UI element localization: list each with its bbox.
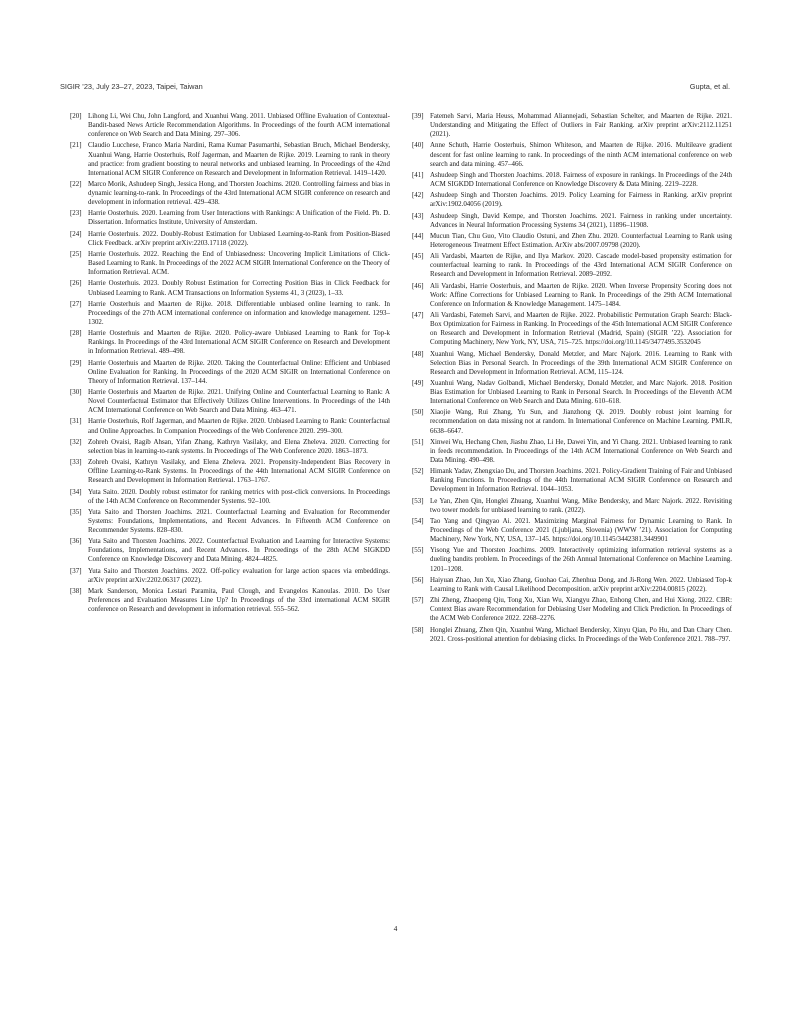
reference-number: [53] bbox=[412, 496, 424, 505]
reference-text: Yuta Saito and Thorsten Joachims. 2022. Off-policy evaluation for large action spaces via embeddings. arXiv preprint arXiv:2202.06317 (2022). bbox=[88, 566, 390, 584]
reference-text: Zhi Zheng, Zhaopeng Qiu, Tong Xu, Xian Wu, Xiangyu Zhao, Enhong Chen, and Hui Xiong. 2022. CBR: Context Bias aware Recommendation for Debiasing User Modeling and Click Prediction. In Proceedings of the ACM Web Conference 2022. 2268–2276. bbox=[430, 596, 732, 623]
reference-text: Fatemeh Sarvi, Maria Heuss, Mohammad Aliannejadi, Sebastian Schelter, and Maarten de Rijke. 2021. Understanding and Mitigating the Effect of Outliers in Fair Ranking. arXiv preprint arXiv:2112.11251 (2021). bbox=[430, 112, 732, 139]
reference-number: [50] bbox=[412, 408, 424, 417]
reference-text: Zohreh Ovaisi, Ragib Ahsan, Yifan Zhang, Kathryn Vasilaky, and Elena Zheleva. 2020. Correcting for selection bias in learning-to-rank systems. In Proceedings of The Web Conference 2020. 1863–1873. bbox=[88, 437, 390, 455]
reference-text: Harrie Oosterhuis and Maarten de Rijke. 2021. Unifying Online and Counterfactual Learning to Rank: A Novel Counterfactual Estimator that Effectively Utilizes Online Interventions. In Proceedings of the 14th ACM International Conference on Web Search and Data Mining. 463–471. bbox=[88, 388, 390, 415]
reference-text: Tao Yang and Qingyao Ai. 2021. Maximizing Marginal Fairness for Dynamic Learning to Rank. In Proceedings of the Web Conference 2021 (Ljubljana, Slovenia) (WWW ’21). Association for Computing Machinery, New York, NY, USA, 137–145. https://doi.org/10.1145/3442381.3449901 bbox=[430, 516, 732, 544]
reference-text: Ashudeep Singh and Thorsten Joachims. 2018. Fairness of exposure in rankings. In Proceedings of the 24th ACM SIGKDD International Conference on Knowledge Discovery & Data Mining. 2219–2228. bbox=[430, 170, 732, 188]
reference-number: [34] bbox=[70, 487, 82, 496]
reference-text: Himank Yadav, Zhengxiao Du, and Thorsten Joachims. 2021. Policy-Gradient Training of Fair and Unbiased Ranking Functions. In Proceedings of the 44th International ACM SIGIR Conference on Research and Development in Information Retrieval. 1044–1053. bbox=[430, 467, 732, 494]
reference-entry bbox=[70, 329, 390, 356]
reference-number: [56] bbox=[412, 575, 424, 584]
reference-number: [47] bbox=[412, 311, 424, 319]
reference-entry bbox=[70, 279, 390, 297]
reference-entry bbox=[412, 408, 732, 435]
reference-entry bbox=[412, 497, 732, 515]
reference-number: [45] bbox=[412, 252, 424, 261]
reference-text: Harrie Oosterhuis and Maarten de Rijke. 2018. Differentiable unbiased online learning to rank. In Proceedings of the 27th ACM international conference on information and knowledge management. 1293–1302. bbox=[88, 299, 390, 326]
reference-entry bbox=[70, 359, 390, 386]
reference-number: [39] bbox=[412, 112, 424, 120]
reference-text: Honglei Zhuang, Zhen Qin, Xuanhui Wang, Michael Bendersky, Xinyu Qian, Po Hu, and Dan Chary Chen. 2021. Cross-positional attention for debiasing clicks. In Proceedings of the Web Conference 2021. 788–797. bbox=[430, 625, 732, 643]
reference-text: Harrie Oosterhuis and Maarten de Rijke. 2020. Taking the Counterfactual Online: Efficient and Unbiased Online Evaluation for Ranking. In Proceedings of the 2020 ACM SIGIR on International Conference on Theory of Information Retrieval. 137–144. bbox=[88, 358, 390, 385]
reference-number: [32] bbox=[70, 437, 82, 446]
reference-number: [43] bbox=[412, 211, 424, 220]
reference-entry bbox=[70, 537, 390, 564]
reference-text: Xiaojie Wang, Rui Zhang, Yu Sun, and Jianzhong Qi. 2019. Doubly robust joint learning for recommendation on data missing not at random. In International Conference on Machine Learning. PMLR, 6638–6647. bbox=[430, 408, 732, 435]
reference-text: Harrie Oosterhuis. 2022. Doubly-Robust Estimation for Unbiased Learning-to-Rank from Position-Biased Click Feedback. arXiv preprint arXiv:2203.17118 (2022). bbox=[88, 229, 390, 247]
reference-text: Ali Vardasbi, Fatemeh Sarvi, and Maarten de Rijke. 2022. Probabilistic Permutation Graph Search: Black-Box Optimization for Fairness in Ranking. In Proceedings of the 45th International ACM SIGIR Conference on Research and Development in Information Retrieval (Madrid, Spain) (SIGIR ’22). Association for Computing Machinery, New York, NY, USA, 715–725. https://doi.org/10.1145/3477495.3532045 bbox=[430, 311, 732, 347]
reference-text: Claudio Lucchese, Franco Maria Nardini, Rama Kumar Pasumarthi, Sebastian Bruch, Michael Bendersky, Xuanhui Wang, Harrie Oosterhuis, Rolf Jagerman, and Maarten de Rijke. 2019. Learning to rank in theory and practice: from gradient boosting to neural networks and unbiased learning. In Proceedings of the 42nd International ACM SIGIR Conference on Research and Development in Information Retrieval. 1419–1420. bbox=[88, 141, 390, 177]
reference-entry bbox=[70, 300, 390, 327]
reference-number: [44] bbox=[412, 231, 424, 240]
reference-entry bbox=[412, 596, 732, 623]
reference-entry bbox=[412, 350, 732, 377]
reference-text: Harrie Oosterhuis. 2020. Learning from User Interactions with Rankings: A Unification of the Field. Ph. D. Dissertation. Informatics Institute, University of Amsterdam. bbox=[88, 209, 390, 227]
reference-number: [54] bbox=[412, 516, 424, 525]
reference-number: [58] bbox=[412, 625, 424, 634]
reference-entry bbox=[70, 508, 390, 535]
reference-entry bbox=[70, 567, 390, 585]
reference-number: [35] bbox=[70, 507, 82, 516]
reference-text: Harrie Oosterhuis, Rolf Jagerman, and Maarten de Rijke. 2020. Unbiased Learning to Rank: Counterfactual and Online Approaches. In Companion Proceedings of the Web Conference 2020. 299–300. bbox=[88, 417, 390, 435]
reference-text: Yuta Saito. 2020. Doubly robust estimator for ranking metrics with post-click conversions. In Proceedings of the 14th ACM Conference on Recommender Systems. 92–100. bbox=[88, 487, 390, 505]
reference-number: [31] bbox=[70, 417, 82, 426]
reference-entry bbox=[412, 546, 732, 573]
page-number: 4 bbox=[393, 924, 398, 933]
reference-entry bbox=[412, 626, 732, 644]
reference-entry bbox=[412, 438, 732, 465]
reference-number: [25] bbox=[70, 250, 82, 259]
reference-entry bbox=[70, 209, 390, 227]
reference-entry bbox=[412, 252, 732, 279]
reference-entry bbox=[412, 112, 732, 139]
reference-entry bbox=[70, 250, 390, 277]
reference-text: Anne Schuth, Harrie Oosterhuis, Shimon Whiteson, and Maarten de Rijke. 2016. Multileave gradient descent for fast online learning to rank. In proceedings of the ninth ACM international conference on web search and data mining. 457–466. bbox=[430, 141, 732, 168]
reference-entry bbox=[70, 438, 390, 456]
reference-text: Le Yan, Zhen Qin, Honglei Zhuang, Xuanhui Wang, Mike Bendersky, and Marc Najork. 2022. Revisiting two tower models for unbiased learning to rank. (2022). bbox=[430, 496, 732, 514]
reference-entry bbox=[412, 171, 732, 189]
reference-entry bbox=[412, 517, 732, 544]
reference-entry bbox=[70, 388, 390, 415]
reference-text: Yuta Saito and Thorsten Joachims. 2021. Counterfactual Learning and Evaluation for Recommender Systems: Foundations, Implementations, and Recent Advances. In Fifteenth ACM Conference on Recommender Systems. 828–830. bbox=[88, 507, 390, 535]
running-header bbox=[60, 82, 730, 96]
reference-number: [27] bbox=[70, 299, 82, 308]
reference-text: Yisong Yue and Thorsten Joachims. 2009. Interactively optimizing information retrieval systems as a dueling bandits problem. In Proceedings of the 26th Annual International Conference on Machine Learning. 1201–1208. bbox=[430, 546, 732, 573]
reference-text: Haiyuan Zhao, Jun Xu, Xiao Zhang, Guohao Cai, Zhenhua Dong, and Ji-Rong Wen. 2022. Unbiased Top-k Learning to Rank with Causal Likelihood Decomposition. arXiv preprint arXiv:2204.00815 (2022). bbox=[430, 575, 732, 593]
reference-number: [37] bbox=[70, 566, 82, 575]
reference-number: [20] bbox=[70, 112, 82, 120]
reference-text: Lihong Li, Wei Chu, John Langford, and Xuanhui Wang. 2011. Unbiased Offline Evaluation of Contextual-Bandit-based News Article Recommendation Algorithms. In Proceedings of the fourth ACM international conference on Web Search and Data Mining. 297–306. bbox=[88, 112, 390, 139]
reference-entry bbox=[70, 488, 390, 506]
reference-text: Mucun Tian, Chu Guo, Vito Claudio Ostuni, and Zhen Zhu. 2020. Counterfactual Learning to Rank using Heterogeneous Treatment Effect Estimation. ArXiv abs/2007.09798 (2020). bbox=[430, 231, 732, 249]
reference-entry bbox=[70, 141, 390, 177]
reference-text: Mark Sanderson, Monica Lestari Paramita, Paul Clough, and Evangelos Kanoulas. 2010. Do User Preferences and Evaluation Measures Line Up? In Proceedings of the 33rd international ACM SIGIR conference on Research and development in information retrieval. 555–562. bbox=[88, 587, 390, 614]
reference-entry bbox=[412, 191, 732, 209]
references-column-left bbox=[70, 112, 390, 616]
reference-number: [41] bbox=[412, 170, 424, 179]
reference-entry bbox=[412, 212, 732, 230]
reference-text: Ashudeep Singh and Thorsten Joachims. 2019. Policy Learning for Fairness in Ranking. arXiv preprint arXiv:1902.04056 (2019). bbox=[430, 191, 732, 209]
reference-entry bbox=[70, 458, 390, 485]
reference-entry bbox=[412, 467, 732, 494]
reference-number: [26] bbox=[70, 279, 82, 288]
reference-entry bbox=[412, 311, 732, 347]
reference-number: [51] bbox=[412, 437, 424, 446]
reference-number: [23] bbox=[70, 209, 82, 218]
reference-entry bbox=[70, 417, 390, 435]
reference-number: [57] bbox=[412, 596, 424, 605]
reference-text: Xuanhui Wang, Nadav Golbandi, Michael Bendersky, Donald Metzler, and Marc Najork. 2018. Position Bias Estimation for Unbiased Learning to Rank in Personal Search. In Proceedings of the Eleventh ACM International Conference on Web Search and Data Mining. 610–618. bbox=[430, 378, 732, 406]
reference-text: Harrie Oosterhuis. 2023. Doubly Robust Estimation for Correcting Position Bias in Click Feedback for Unbiased Learning to Rank. ACM Transactions on Information Systems 41, 3 (2023), 1–33. bbox=[88, 279, 390, 297]
reference-number: [28] bbox=[70, 329, 82, 338]
reference-entry bbox=[70, 112, 390, 139]
reference-text: Xinwei Wu, Hechang Chen, Jiashu Zhao, Li He, Dawei Yin, and Yi Chang. 2021. Unbiased learning to rank in feeds recommendation. In Proceedings of the 14th ACM International Conference on Web Search and Data Mining. 490–498. bbox=[430, 437, 732, 464]
reference-number: [29] bbox=[70, 358, 82, 367]
reference-entry bbox=[412, 379, 732, 406]
reference-number: [42] bbox=[412, 191, 424, 200]
references-column-right bbox=[412, 112, 732, 646]
header-venue: SIGIR ’23, July 23–27, 2023, Taipei, Taiwan bbox=[60, 82, 203, 91]
reference-number: [21] bbox=[70, 141, 82, 150]
reference-text: Ali Vardasbi, Harrie Oosterhuis, and Maarten de Rijke. 2020. When Inverse Propensity Scoring does not Work: Affine Corrections for Unbiased Learning to Rank. In Proceedings of the 29th ACM International Conference on Information & Knowledge Management. 1475–1484. bbox=[430, 281, 732, 308]
reference-number: [22] bbox=[70, 179, 82, 188]
reference-entry bbox=[70, 230, 390, 248]
reference-number: [49] bbox=[412, 378, 424, 387]
reference-text: Harrie Oosterhuis. 2022. Reaching the End of Unbiasedness: Uncovering Implicit Limitations of Click-Based Learning to Rank. In Proceedings of the 2022 ACM SIGIR International Conference on the Theory of Information Retrieval. ACM. bbox=[88, 250, 390, 277]
reference-entry bbox=[70, 587, 390, 614]
reference-number: [33] bbox=[70, 458, 82, 467]
reference-text: Zohreh Ovaisi, Kathryn Vasilaky, and Elena Zheleva. 2021. Propensity-Independent Bias Recovery in Offline Learning-to-Rank Systems. In Proceedings of the 44th International ACM SIGIR Conference on Research and Development in Information Retrieval. 1763–1767. bbox=[88, 458, 390, 485]
reference-text: Yuta Saito and Thorsten Joachims. 2022. Counterfactual Evaluation and Learning for Interactive Systems: Foundations, Implementations, and Recent Advances. In Proceedings of the 28th ACM SIGKDD Conference on Knowledge Discovery and Data Mining. 4824–4825. bbox=[88, 537, 390, 564]
reference-text: Ali Vardasbi, Maarten de Rijke, and Ilya Markov. 2020. Cascade model-based propensity estimation for counterfactual learning to rank. In Proceedings of the 43rd International ACM SIGIR Conference on Research and Development in Information Retrieval. 2089–2092. bbox=[430, 252, 732, 279]
reference-text: Ashudeep Singh, David Kempe, and Thorsten Joachims. 2021. Fairness in ranking under uncertainty. Advances in Neural Information Processing Systems 34 (2021), 11896–11908. bbox=[430, 211, 732, 229]
reference-number: [38] bbox=[70, 587, 82, 596]
reference-entry bbox=[70, 180, 390, 207]
reference-number: [30] bbox=[70, 388, 82, 397]
reference-number: [36] bbox=[70, 537, 82, 546]
reference-number: [52] bbox=[412, 467, 424, 476]
reference-number: [24] bbox=[70, 229, 82, 238]
reference-number: [46] bbox=[412, 281, 424, 290]
reference-text: Marco Morik, Ashudeep Singh, Jessica Hong, and Thorsten Joachims. 2020. Controlling fairness and bias in dynamic learning-to-rank. In Proceedings of the 43rd International ACM SIGIR conference on research and development in information retrieval. 429–438. bbox=[88, 179, 390, 207]
reference-text: Harrie Oosterhuis and Maarten de Rijke. 2020. Policy-aware Unbiased Learning to Rank for Top-k Rankings. In Proceedings of the 43rd International ACM SIGIR Conference on Research and Development in Information Retrieval. 489–498. bbox=[88, 329, 390, 356]
reference-text: Xuanhui Wang, Michael Bendersky, Donald Metzler, and Marc Najork. 2016. Learning to Rank with Selection Bias in Personal Search. In Proceedings of the 39th International ACM SIGIR Conference on Research and Development in Information Retrieval. ACM, 115–124. bbox=[430, 349, 732, 376]
header-authors: Gupta, et al. bbox=[689, 82, 730, 91]
reference-entry bbox=[412, 282, 732, 309]
reference-number: [40] bbox=[412, 141, 424, 150]
reference-entry bbox=[412, 232, 732, 250]
reference-entry bbox=[412, 576, 732, 594]
reference-number: [48] bbox=[412, 349, 424, 358]
reference-entry bbox=[412, 141, 732, 168]
reference-number: [55] bbox=[412, 546, 424, 555]
